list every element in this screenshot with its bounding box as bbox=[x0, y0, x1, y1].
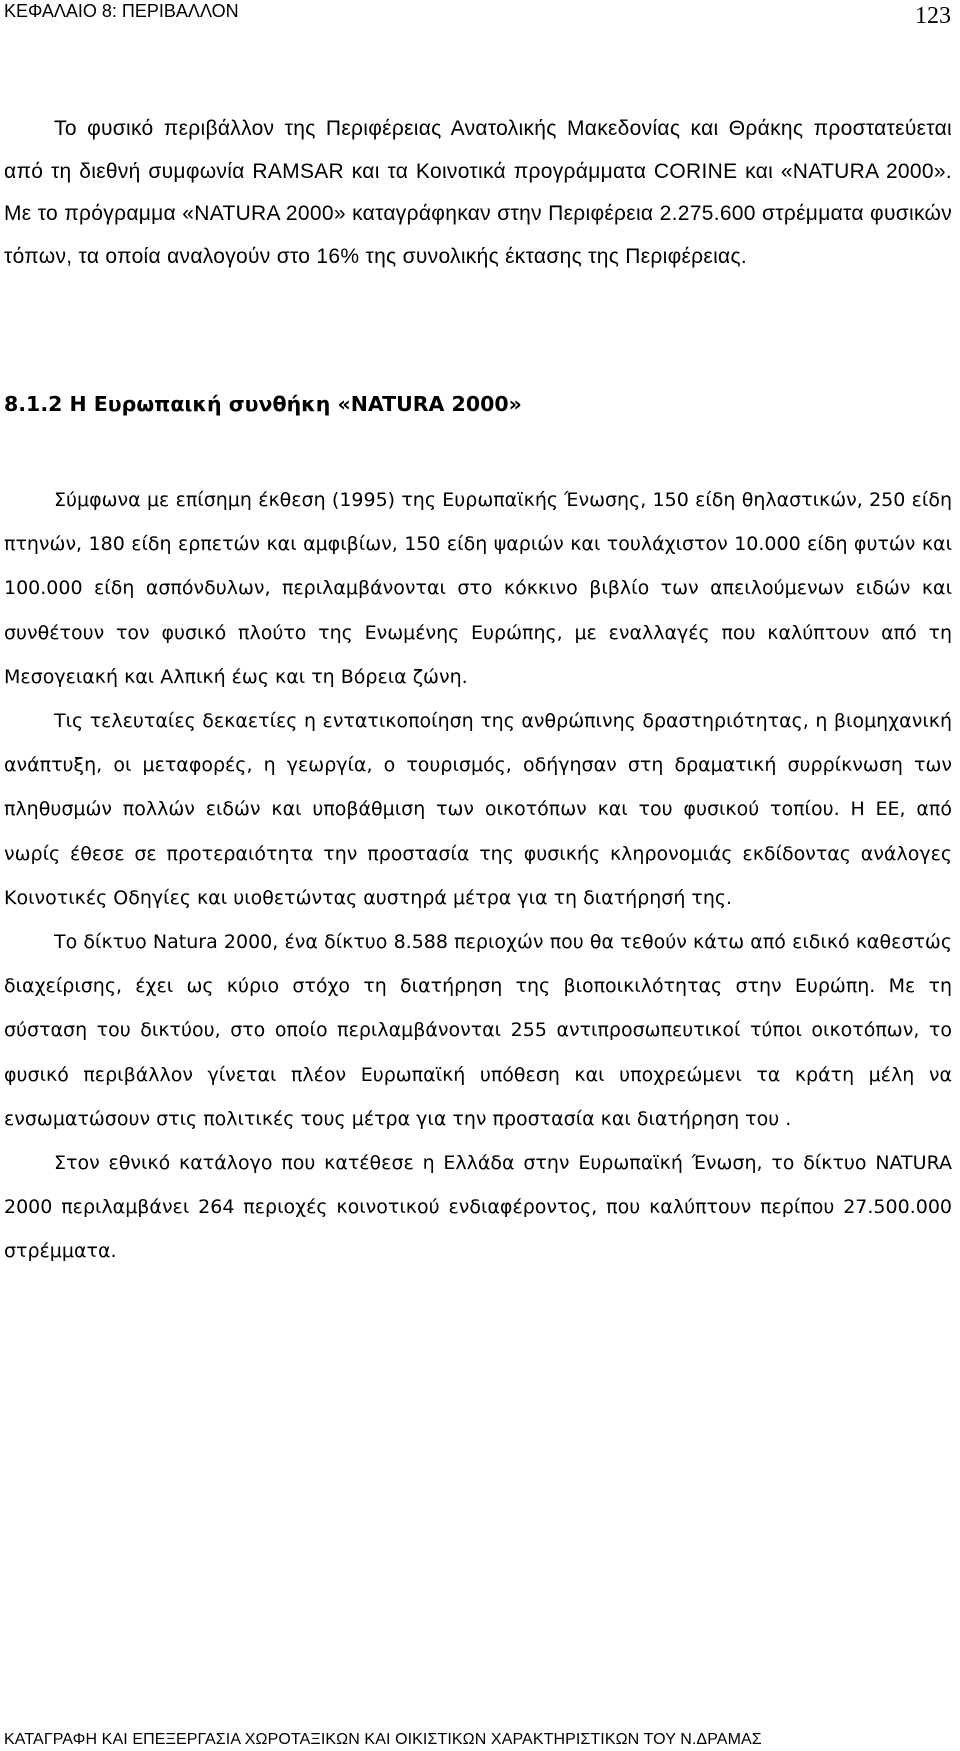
body-paragraph: Το δίκτυο Natura 2000, ένα δίκτυο 8.588 περιοχών που θα τεθούν κάτω από ειδικό καθεστώς διαχείρισης, έχει ως κύριο στόχο τη διατήρηση της βιοποικιλότητας στην Ευρώπη. Με τη σύσταση του δικτύου, στο οποίο περιλαμβάνονται 255 αντιπροσωπευτικοί τύποι οικοτόπων, το φυσικό περιβάλλον γίνεται πλέον Ευρωπαϊκή υπόθεση και υποχρεώμενι τα κράτη μέλη να ενσωματώσουν στις πολιτικές τους μέτρα για την προστασία και διατήρηση του . bbox=[4, 931, 952, 1130]
body-paragraph: Στον εθνικό κατάλογο που κατέθεσε η Ελλάδα στην Ευρωπαϊκή Ένωση, το δίκτυο NATURA 2000 περιλαμβάνει 264 περιοχές κοινοτικού ενδιαφέροντος, που καλύπτουν περίπου 27.500.000 στρέμματα. bbox=[4, 1152, 952, 1263]
chapter-header: ΚΕΦΑΛΑΙΟ 8: ΠΕΡΙΒΑΛΛΟΝ bbox=[4, 1, 239, 21]
section-title: 8.1.2 Η Ευρωπαική συνθήκη «NATURA 2000» bbox=[4, 392, 522, 416]
section-body bbox=[4, 478, 952, 1274]
intro-paragraph bbox=[4, 108, 952, 278]
page-footer: ΚΑΤΑΓΡΑΦΗ ΚΑΙ ΕΠΕΞΕΡΓΑΣΙΑ ΧΩΡΟΤΑΞΙΚΩΝ ΚΑΙ ΟΙΚΙΣΤΙΚΩΝ ΧΑΡΑΚΤΗΡΙΣΤΙΚΩΝ ΤΟΥ Ν.ΔΡΑΜΑΣ bbox=[4, 1731, 762, 1748]
page-number: 123 bbox=[915, 3, 951, 29]
body-paragraph: Σύμφωνα με επίσημη έκθεση (1995) της Ευρωπαϊκής Ένωσης, 150 είδη θηλαστικών, 250 είδη πτηνών, 180 είδη ερπετών και αμφιβίων, 150 είδη ψαριών και τουλάχιστον 10.000 είδη φυτών και 100.000 είδη ασπόνδυλων, περιλαμβάνονται στο κόκκινο βιβλίο των απειλούμενων ειδών και συνθέτουν τον φυσικό πλούτο της Ενωμένης Ευρώπης, με εναλλαγές που καλύπτουν από τη Μεσογειακή και Αλπική έως και τη Βόρεια ζώνη. bbox=[4, 489, 952, 688]
body-paragraph: Τις τελευταίες δεκαετίες η εντατικοποίηση της ανθρώπινης δραστηριότητας, η βιομηχανική ανάπτυξη, οι μεταφορές, η γεωργία, ο τουρισμός, οδήγησαν στη δραματική συρρίκνωση των πληθυσμών πολλών ειδών και υποβάθμιση των οικοτόπων και του φυσικού τοπίου. Η ΕΕ, από νωρίς έθεσε σε προτεραιότητα την προστασία της φυσικής κληρονομιάς εκδίδοντας ανάλογες Κοινοτικές Οδηγίες και υιοθετώντας αυστηρά μέτρα για τη διατήρησή της. bbox=[4, 710, 952, 909]
intro-text: Το φυσικό περιβάλλον της Περιφέρειας Ανατολικής Μακεδονίας και Θράκης προστατεύεται από τη διεθνή συμφωνία RAMSAR και τα Κοινοτικά προγράμματα CORINE και «NATURA 2000». Με το πρόγραμμα «NATURA 2000» καταγράφηκαν στην Περιφέρεια 2.275.600 στρέμματα φυσικών τόπων, τα οποία αναλογούν στο 16% της συνολικής έκτασης της Περιφέρειας. bbox=[4, 117, 952, 268]
